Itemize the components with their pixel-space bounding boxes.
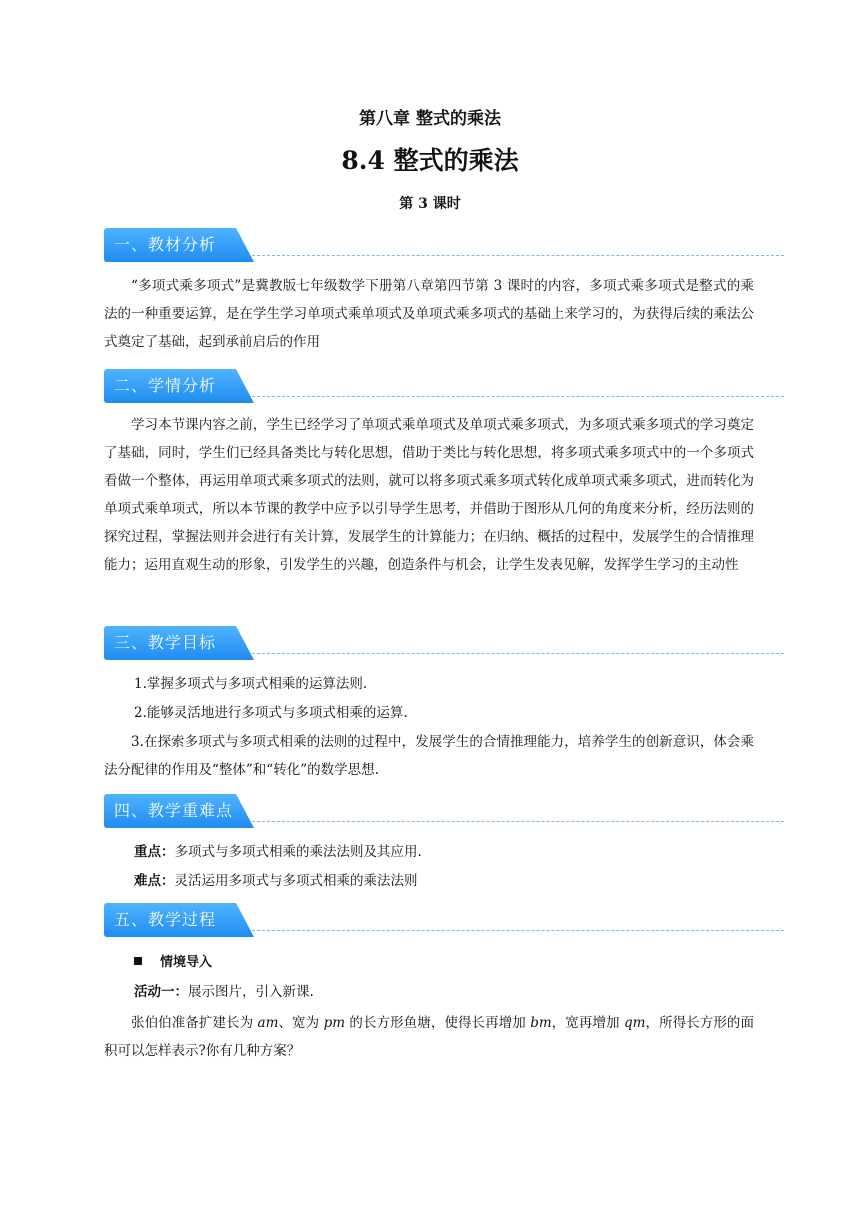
activity-one-label: 活动一： bbox=[134, 984, 188, 1000]
section-label: 五、教学过程 bbox=[114, 910, 217, 929]
lesson-title: 8.4 整式的乘法 bbox=[341, 146, 519, 175]
textbook-analysis-text: “多项式乘多项式”是冀教版七年级数学下册第八章第四节第 3 课时的内容，多项式乘多项式是整式的乘法的一种重要运算，是在学生学习单项式乘单项式及单项式乘多项式的基础上来学习的，为获得后续的乘法公式奠定了基础，起到承前启后的作用 bbox=[104, 278, 754, 350]
section-header-textbook-analysis bbox=[104, 228, 784, 262]
section-label: 一、教材分析 bbox=[114, 235, 217, 254]
scenario-intro-title: 情境导入 bbox=[160, 955, 213, 970]
problem-text-part: 的长方形鱼塘，使得长再增加 bbox=[345, 1015, 531, 1031]
goal-item-1: 1.掌握多项式与多项式相乘的运算法则. bbox=[134, 676, 368, 692]
section-label: 二、学情分析 bbox=[114, 376, 217, 395]
difficulty-line bbox=[134, 868, 418, 894]
var-pm: pm bbox=[323, 1015, 346, 1031]
dashed-divider bbox=[252, 930, 784, 931]
student-analysis-text: 学习本节课内容之前，学生已经学习了单项式乘单项式及单项式乘多项式，为多项式乘多项式的学习奠定了基础，同时，学生们已经具备类比与转化思想，借助于类比与转化思想，将多项式乘多项式中的一个多项式看做一个整体，再运用单项式乘多项式的法则，就可以将多项式乘多项式转化成单项式乘多项式，进而转化为单项式乘单项式，所以本节课的教学中应予以引导学生思考，并借助于图形从几何的角度来分析，经历法则的探究过程，掌握法则并会进行有关计算，发展学生的计算能力；在归纳、概括的过程中，发展学生的合情推理能力；运用直观生动的形象，引发学生的兴趣，创造条件与机会，让学生发表见解，发挥学生学习的主动性 bbox=[104, 417, 754, 573]
goal-item-3: 3.在探索多项式与多项式相乘的法则的过程中，发展学生的合情推理能力，培养学生的创新意识，体会乘法分配律的作用及“整体”和“转化”的数学思想. bbox=[104, 734, 754, 778]
key-point-label: 重点： bbox=[134, 844, 175, 860]
difficulty-label: 难点： bbox=[134, 873, 175, 889]
problem-text-part: ，所得长方形的面积可以怎样表示?你有几种方案？ bbox=[104, 1015, 755, 1059]
section-header-teaching-goals bbox=[104, 626, 784, 660]
difficulty-text: 灵活运用多项式与多项式相乘的乘法法则 bbox=[174, 873, 418, 889]
var-qm: qm bbox=[623, 1015, 646, 1031]
activity-one-line bbox=[134, 979, 314, 1005]
section-header-key-points bbox=[104, 794, 784, 828]
scenario-intro-heading bbox=[134, 949, 212, 976]
section-header-teaching-process bbox=[104, 903, 784, 937]
problem-text bbox=[104, 1009, 754, 1065]
dashed-divider bbox=[252, 653, 784, 654]
chapter-title: 第八章 整式的乘法 bbox=[359, 109, 501, 129]
section-header-student-analysis bbox=[104, 369, 784, 403]
key-point-line bbox=[134, 839, 422, 865]
square-bullet-icon bbox=[134, 957, 142, 965]
problem-text-part: 、宽为 bbox=[278, 1015, 324, 1031]
dashed-divider bbox=[252, 821, 784, 822]
section-label: 四、教学重难点 bbox=[114, 801, 234, 820]
dashed-divider bbox=[252, 396, 784, 397]
goal-item-2: 2.能够灵活地进行多项式与多项式相乘的运算. bbox=[134, 705, 408, 721]
var-am: am bbox=[257, 1015, 279, 1031]
activity-one-text: 展示图片，引入新课. bbox=[188, 984, 314, 1000]
problem-text-part: ，宽再增加 bbox=[551, 1015, 624, 1031]
period-label: 第 3 课时 bbox=[399, 196, 461, 212]
dashed-divider bbox=[252, 255, 784, 256]
key-point-text: 多项式与多项式相乘的乘法法则及其应用. bbox=[174, 844, 422, 860]
var-bm: bm bbox=[530, 1015, 552, 1031]
problem-text-part: 张伯伯准备扩建长为 bbox=[131, 1015, 258, 1031]
section-label: 三、教学目标 bbox=[114, 633, 217, 652]
